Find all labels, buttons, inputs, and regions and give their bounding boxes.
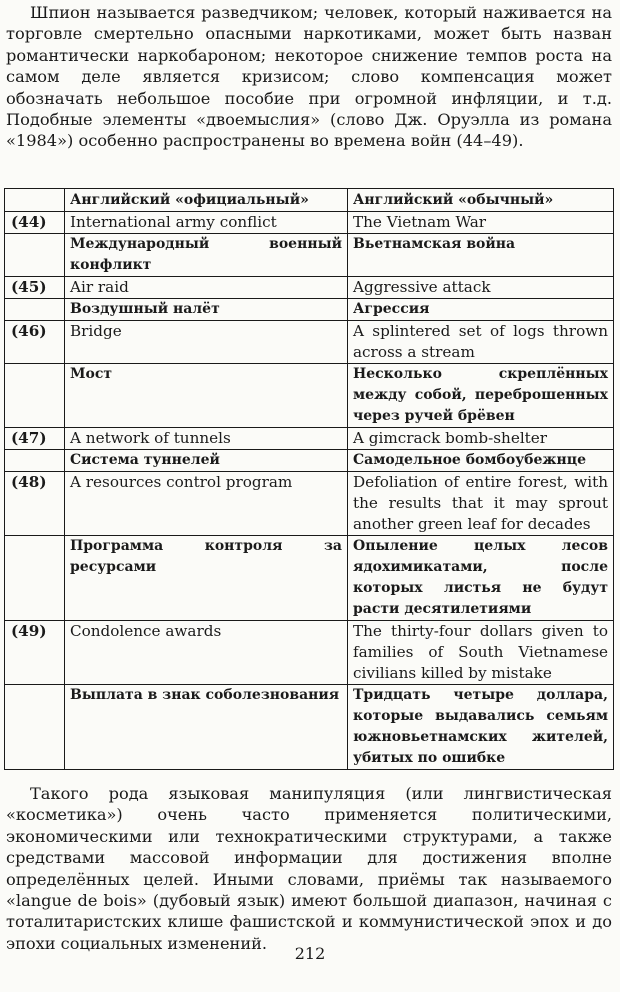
en-official-cell: International army conflict	[65, 212, 348, 234]
table-row	[5, 299, 614, 321]
ru-official-cell: Выплата в знак соболезнования	[65, 685, 348, 770]
en-official-cell: Condolence awards	[65, 621, 348, 685]
ru-plain-cell: Самодельное бомбоубежнце	[348, 450, 614, 472]
table-row	[5, 212, 614, 234]
intro-paragraph: Шпион называется разведчиком; человек, который наживается на торговле смертельно опасными наркотиками, может быть назван романтически наркобароном; некоторое снижение темпов роста на самом деле является кризисом; слово компенсация может обозначать небольшое пособие при огромной инфляции, и т.д. Подобные элементы «двоемыслия» (слово Дж. Оруэлла из романа «1984») особенно распространены во времена войн (44–49).	[6, 3, 612, 151]
row-number-empty	[5, 685, 65, 770]
table-row	[5, 364, 614, 428]
table-row	[5, 472, 614, 536]
ru-plain-cell: Несколько скреплённых между собой, переброшенных через ручей брёвен	[348, 364, 614, 428]
table-row	[5, 277, 614, 299]
header-num	[5, 189, 65, 212]
table-row	[5, 621, 614, 685]
en-official-cell: Bridge	[65, 321, 348, 364]
row-number: (48)	[5, 472, 65, 536]
en-official-cell: Air raid	[65, 277, 348, 299]
ru-plain-cell: Тридцать четыре доллара, которые выдавались семьям южновьетнамских жителей, убитых по ошибке	[348, 685, 614, 770]
header-plain: Английский «обычный»	[348, 189, 614, 212]
table-row	[5, 685, 614, 770]
ru-official-cell: Воздушный налёт	[65, 299, 348, 321]
row-number-empty	[5, 299, 65, 321]
row-number: (47)	[5, 428, 65, 450]
row-number-empty	[5, 536, 65, 621]
row-number: (46)	[5, 321, 65, 364]
row-number-empty	[5, 450, 65, 472]
row-number: (45)	[5, 277, 65, 299]
ru-official-cell: Система туннелей	[65, 450, 348, 472]
table-row	[5, 321, 614, 364]
table-row	[5, 428, 614, 450]
en-plain-cell: A gimcrack bomb-shelter	[348, 428, 614, 450]
table-row	[5, 234, 614, 277]
row-number-empty	[5, 364, 65, 428]
table-header-row	[5, 189, 614, 212]
ru-official-cell: Международный военный конфликт	[65, 234, 348, 277]
ru-plain-cell: Опыление целых лесов ядохимикатами, после которых листья не будут расти десятилетиями	[348, 536, 614, 621]
translation-table	[4, 188, 614, 770]
en-plain-cell: Aggressive attack	[348, 277, 614, 299]
ru-official-cell: Программа контроля за ресурсами	[65, 536, 348, 621]
table-row	[5, 536, 614, 621]
en-plain-cell: Defoliation of entire forest, with the results that it may sprout another green leaf for decades	[348, 472, 614, 536]
en-official-cell: A resources control program	[65, 472, 348, 536]
en-plain-cell: A splintered set of logs thrown across a stream	[348, 321, 614, 364]
row-number: (44)	[5, 212, 65, 234]
ru-official-cell: Мост	[65, 364, 348, 428]
en-plain-cell: The thirty-four dollars given to families of South Vietnamese civilians killed by mistake	[348, 621, 614, 685]
table-row	[5, 450, 614, 472]
en-plain-cell: The Vietnam War	[348, 212, 614, 234]
en-official-cell: A network of tunnels	[65, 428, 348, 450]
outro-paragraph: Такого рода языковая манипуляция (или лингвистическая «косметика») очень часто применяется политическими, экономическими или технократическими структурами, а также средствами массовой информации для достижения вполне определённых целей. Иными словами, приёмы так называемого «langue de bois» (дубовый язык) имеют большой диапазон, начиная с тоталитаристских клише фашистской и коммунистической эпох и до эпохи социальных изменений.	[6, 784, 612, 953]
ru-plain-cell: Вьетнамская война	[348, 234, 614, 277]
ru-plain-cell: Агрессия	[348, 299, 614, 321]
header-official: Английский «официальный»	[65, 189, 348, 212]
row-number: (49)	[5, 621, 65, 685]
page-number: 212	[294, 944, 326, 963]
row-number-empty	[5, 234, 65, 277]
